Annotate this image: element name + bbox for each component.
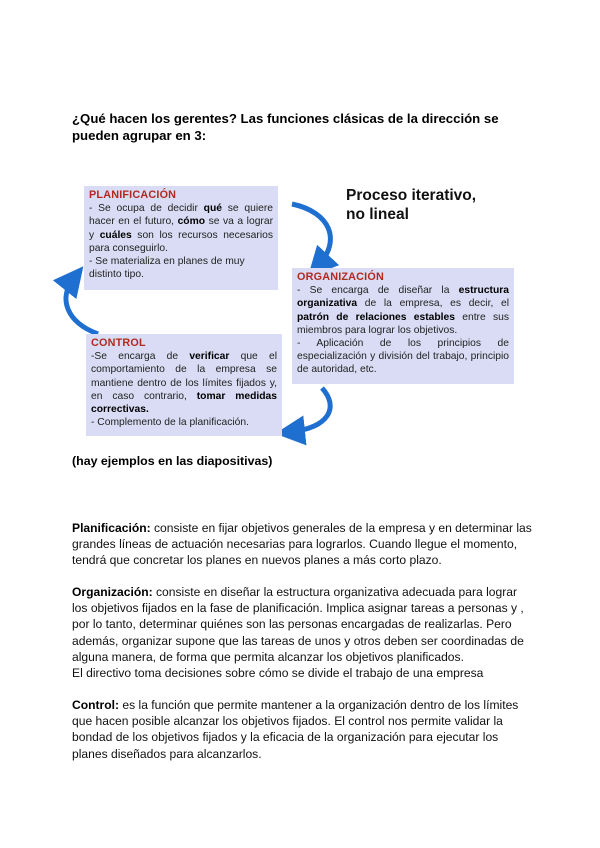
- organizacion-text: consiste en diseñar la estructura organizativa adecuada para lograr los objetivos fijados en la fase de planificación. Implica asignar tareas a personas y , por lo tanto, determinar quiénes son las personas encargadas de realizarlas. Pero además, organizar supone que las tareas de unos y otros deben ser coordinadas de alguna manera, de forma que permita alcanzar los objetivos planificados.: [72, 585, 524, 664]
- arrow-plan-to-org: [292, 204, 330, 266]
- control-point-2: - Complemento de la planificación.: [91, 417, 249, 429]
- planificacion-point-1: - Se ocupa de decidir qué se quiere hacer en el futuro, cómo se va a lograr y cuáles son los recursos necesarios para conseguirlo.: [89, 203, 274, 254]
- control-label: Control:: [72, 698, 120, 712]
- control-point-1: -Se encarga de verificar que el comportamiento de la empresa se mantiene dentro de los límites fijados y, en caso contrario, tomar medidas correctivas.: [91, 351, 277, 416]
- organizacion-point-1: - Se encarga de diseñar la estructura organizativa de la empresa, es decir, el patrón de relaciones estables entre sus miembros para lograr los objetivos.: [297, 285, 509, 336]
- organizacion-text2: El directivo toma decisiones sobre cómo se divide el trabajo de una empresa: [72, 666, 484, 681]
- planificacion-text: consiste en fijar objetivos generales de la empresa y en determinar las grandes líneas de actuación necesarias para lograrlos. Cuando llegue el momento, tendrá que concretar los planes en nuevos planes a más corto plazo.: [72, 521, 532, 568]
- ejemplos-note: (hay ejemplos en las diapositivas): [72, 454, 273, 468]
- organizacion-paragraph: [72, 584, 532, 681]
- control-paragraph: [72, 697, 532, 762]
- organizacion-box: [292, 268, 514, 384]
- organizacion-title: ORGANIZACIÓN: [297, 271, 384, 283]
- control-text: es la función que permite mantener a la organización dentro de los límites que hacen posible alcanzar los objetivos fijados. El control nos permite validar la bondad de los objetivos fijados y la eficacia de la organización para ejecutar los planes diseñados para alcanzarlos.: [72, 698, 519, 761]
- organizacion-point-2: - Aplicación de los principios de especialización y división del trabajo, principio de autoridad, etc.: [297, 338, 509, 376]
- proceso-line1: Proceso iterativo,: [346, 187, 477, 204]
- planificacion-point-2: - Se materializa en planes de muy distinto tipo.: [89, 256, 245, 281]
- arrow-org-to-ctrl: [290, 388, 330, 432]
- planificacion-box: [84, 186, 278, 290]
- control-title: CONTROL: [91, 337, 146, 349]
- proceso-line2: no lineal: [346, 206, 409, 223]
- organizacion-label: Organización:: [72, 585, 153, 599]
- planificacion-title: PLANIFICACIÓN: [89, 189, 177, 201]
- planificacion-paragraph: [72, 520, 532, 569]
- proceso-iterativo-label: [346, 186, 476, 224]
- planificacion-label: Planificación:: [72, 521, 151, 535]
- page-heading: ¿Qué hacen los gerentes? Las funciones clásicas de la dirección se pueden agrupar en 3:: [72, 111, 499, 143]
- control-box: [86, 334, 282, 436]
